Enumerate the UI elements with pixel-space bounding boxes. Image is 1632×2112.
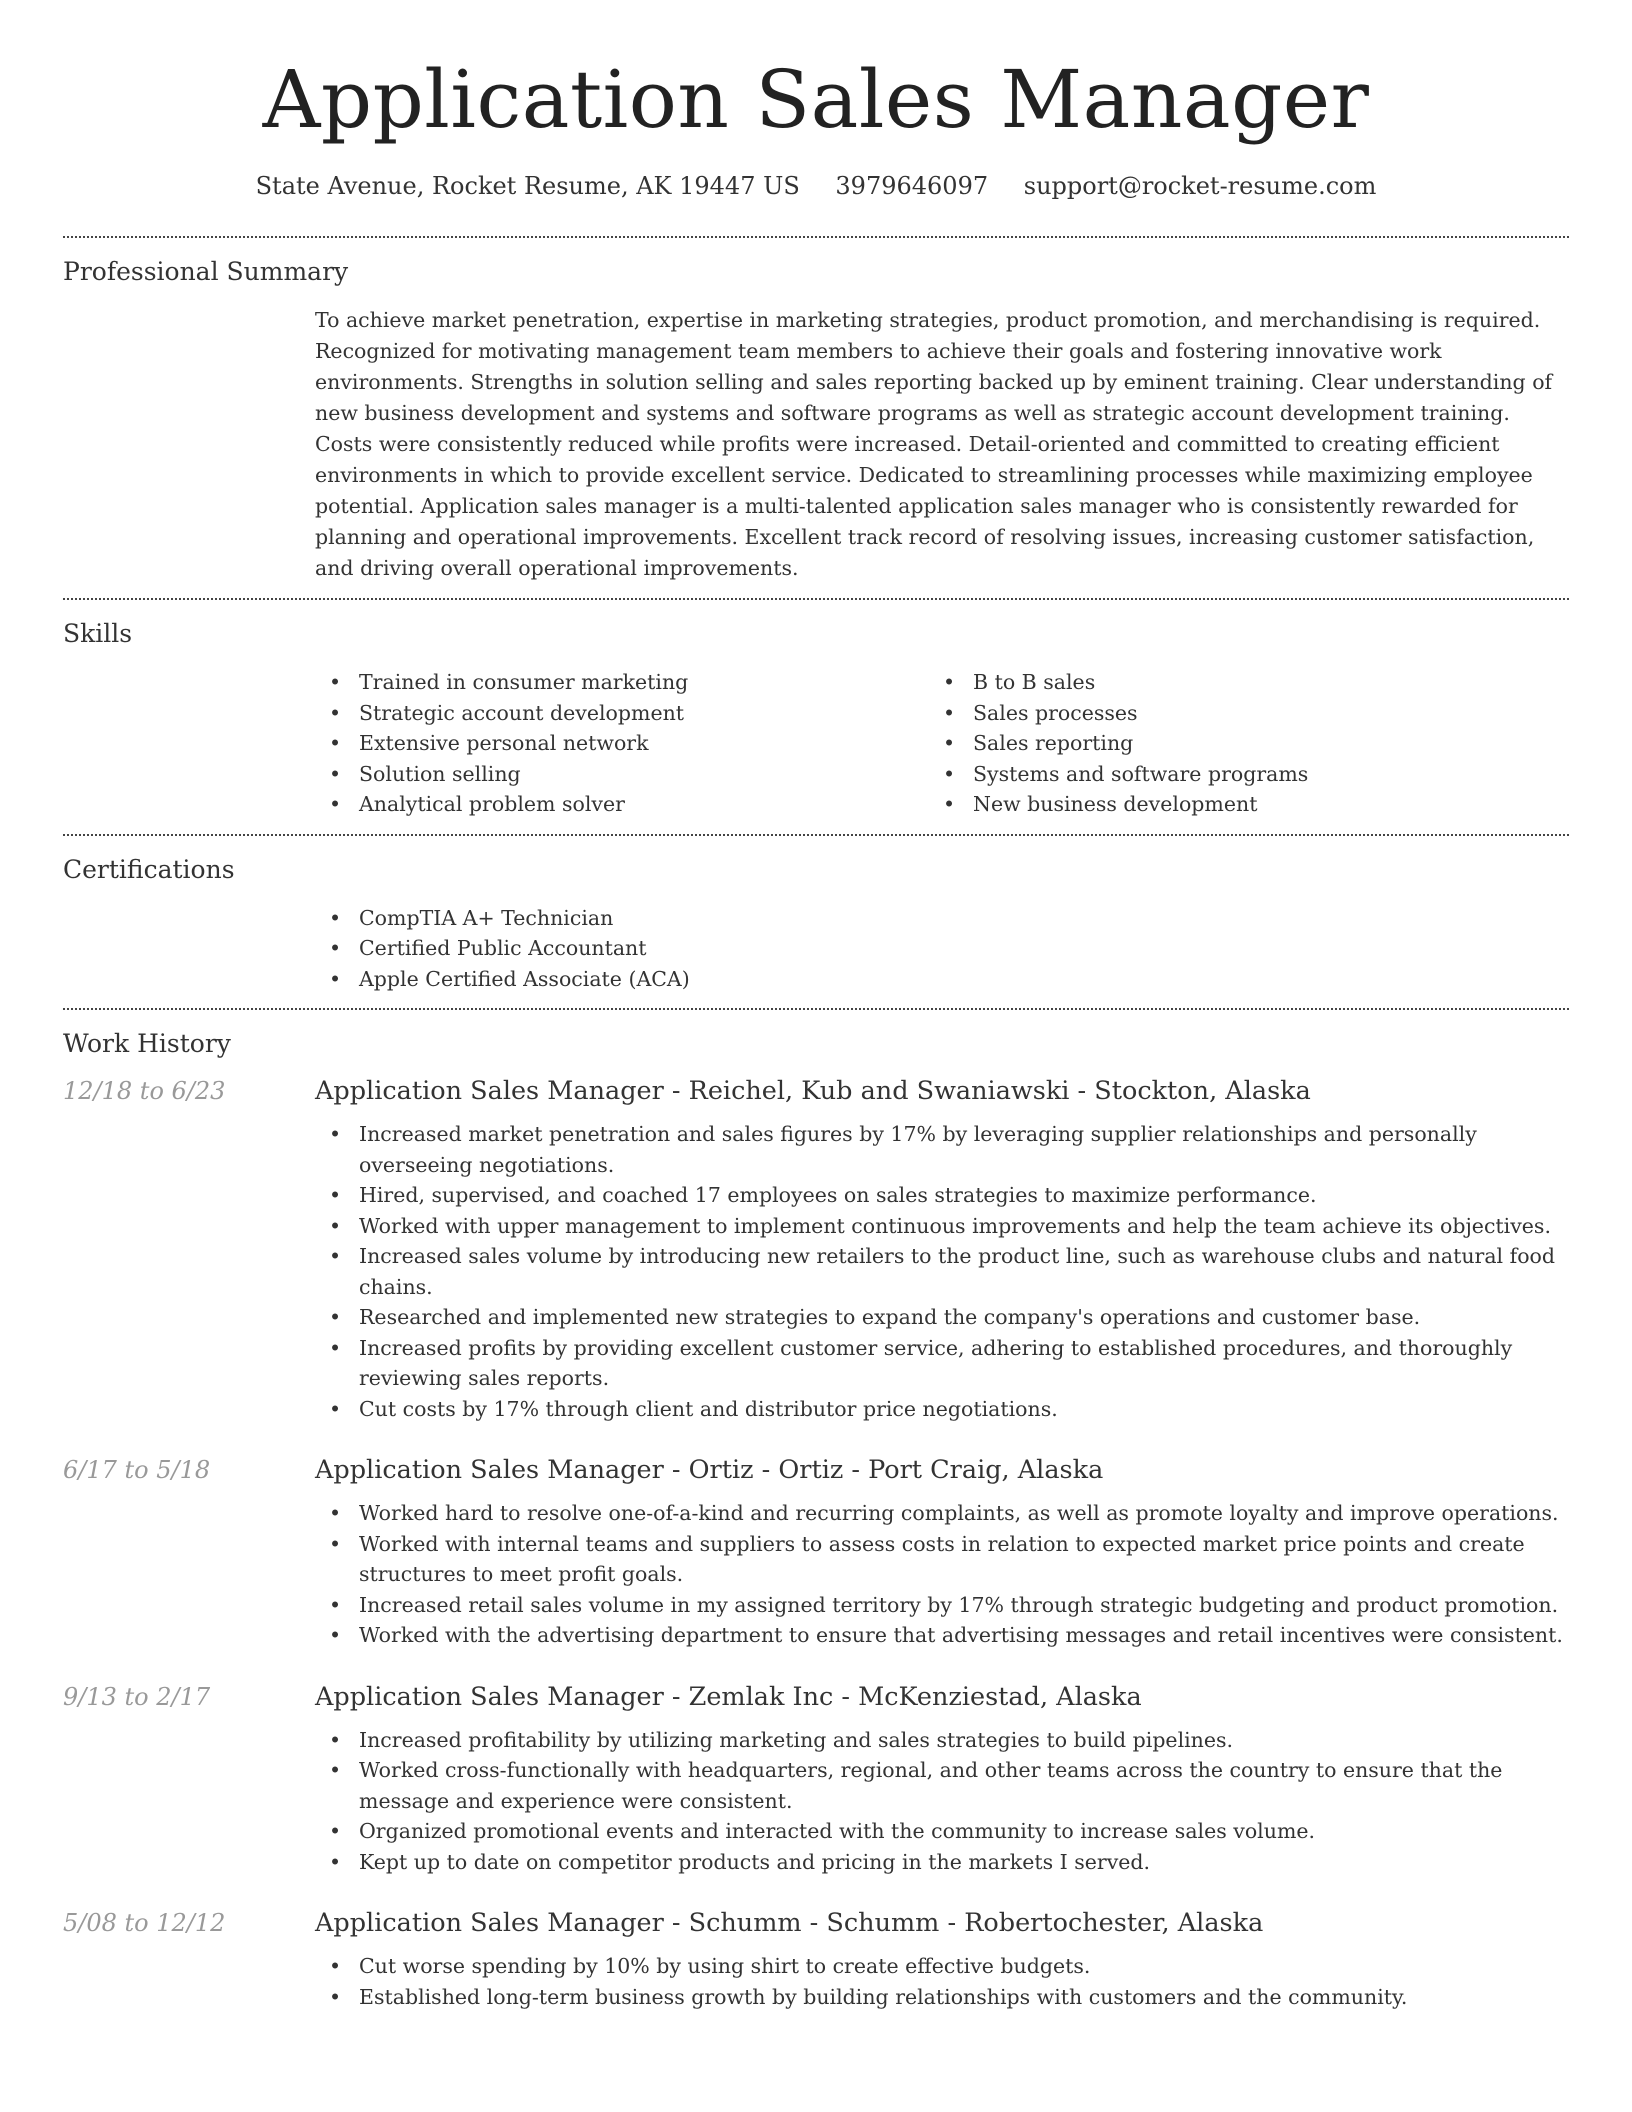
job-dates: 12/18 to 6/23: [63, 1077, 226, 1105]
work-history-section: [63, 1010, 1569, 2026]
skill-item: • Sales reporting: [929, 728, 1543, 759]
job-bullet: • Cut costs by 17% through client and distributor price negotiations.: [315, 1394, 1569, 1425]
skill-item: • Analytical problem solver: [315, 789, 929, 820]
skill-item: • Solution selling: [315, 759, 929, 790]
job-bullet: • Increased sales volume by introducing new retailers to the product line, such as warehouse clubs and natural food chains.: [315, 1241, 1569, 1302]
job-title: Application Sales Manager - Ortiz - Ortiz - Port Craig, Alaska: [315, 1455, 1104, 1485]
skill-item: • Extensive personal network: [315, 728, 929, 759]
job-entry: [63, 1903, 1569, 2012]
skill-item: • Systems and software programs: [929, 759, 1543, 790]
certification-item: • CompTIA A+ Technician: [315, 903, 1569, 934]
skills-list-left: [315, 667, 929, 820]
summary-section: [63, 238, 1569, 598]
skills-title: Skills: [63, 619, 133, 648]
certifications-list: [315, 903, 1569, 995]
summary-text: To achieve market penetration, expertise in marketing strategies, product promotion, and merchandising is required. Recognized for motivating management team members to achieve their goals and fostering innovative work environments. Strengths in solution selling and sales reporting backed up by eminent training. Clear understanding of new business development and systems and software programs as well as strategic account development training. Costs were consistently reduced while profits were increased. Detail-oriented and committed to creating efficient environments in which to provide excellent service. Dedicated to streamlining processes while maximizing employee potential. Application sales manager is a multi-talented application sales manager who is consistently rewarded for planning and operational improvements. Excellent track record of resolving issues, increasing customer satisfaction, and driving overall operational improvements.: [315, 308, 1553, 580]
contact-line: [63, 172, 1569, 200]
job-bullet: • Worked hard to resolve one-of-a-kind and recurring complaints, as well as promote loyalty and improve operations.: [315, 1498, 1569, 1529]
job-bullet: • Cut worse spending by 10% by using shirt to create effective budgets.: [315, 1951, 1569, 1982]
skill-item: • Trained in consumer marketing: [315, 667, 929, 698]
job-bullet: • Increased market penetration and sales figures by 17% by leveraging supplier relationships and personally overseeing negotiations.: [315, 1119, 1569, 1180]
skill-item: • Strategic account development: [315, 698, 929, 729]
job-bullet: • Organized promotional events and interacted with the community to increase sales volume.: [315, 1816, 1569, 1847]
skill-item: • New business development: [929, 789, 1543, 820]
candidate-name: Application Sales Manager: [262, 53, 1370, 146]
job-bullets: [315, 1119, 1569, 1424]
job-bullet: • Researched and implemented new strategies to expand the company's operations and customer base.: [315, 1302, 1569, 1333]
job-bullet: • Increased profits by providing excellent customer service, adhering to established procedures, and thoroughly reviewing sales reports.: [315, 1333, 1569, 1394]
job-entry: [63, 1071, 1569, 1424]
job-dates: 9/13 to 2/17: [63, 1682, 211, 1711]
job-entry: [63, 1677, 1569, 1878]
job-bullets: [315, 1951, 1569, 2012]
job-title: Application Sales Manager - Zemlak Inc - McKenziestad, Alaska: [315, 1681, 1142, 1712]
certifications-title: Certifications: [63, 854, 235, 884]
skills-section: [63, 600, 1569, 834]
job-bullet: • Established long-term business growth by building relationships with customers and the community.: [315, 1982, 1569, 2013]
job-dates: 5/08 to 12/12: [63, 1909, 226, 1937]
job-bullet: • Increased profitability by utilizing marketing and sales strategies to build pipelines.: [315, 1725, 1569, 1756]
certifications-section: [63, 836, 1569, 1009]
job-bullet: • Kept up to date on competitor products and pricing in the markets I served.: [315, 1847, 1569, 1878]
job-bullets: [315, 1725, 1569, 1878]
job-bullet: • Hired, supervised, and coached 17 employees on sales strategies to maximize performance.: [315, 1180, 1569, 1211]
contact-phone: 3979646097: [835, 172, 989, 200]
job-bullet: • Worked with the advertising department to ensure that advertising messages and retail incentives were consistent.: [315, 1620, 1569, 1651]
skill-item: • Sales processes: [929, 698, 1543, 729]
job-title: Application Sales Manager - Reichel, Kub and Swaniawski - Stockton, Alaska: [315, 1076, 1311, 1106]
contact-address: State Avenue, Rocket Resume, AK 19447 US: [255, 172, 800, 200]
certification-item: • Certified Public Accountant: [315, 933, 1569, 964]
job-title: Application Sales Manager - Schumm - Schumm - Robertochester, Alaska: [315, 1908, 1264, 1938]
resume-header: [63, 0, 1569, 200]
job-bullet: • Increased retail sales volume in my assigned territory by 17% through strategic budgeting and product promotion.: [315, 1590, 1569, 1621]
job-dates: 6/17 to 5/18: [63, 1456, 211, 1484]
job-bullets: [315, 1498, 1569, 1651]
skill-item: • B to B sales: [929, 667, 1543, 698]
summary-title: Professional Summary: [63, 257, 349, 286]
certification-item: • Apple Certified Associate (ACA): [315, 964, 1569, 995]
skills-list-right: [929, 667, 1543, 820]
work-history-title: Work History: [63, 1029, 231, 1058]
job-bullet: • Worked with internal teams and suppliers to assess costs in relation to expected market price points and create structures to meet profit goals.: [315, 1529, 1569, 1590]
job-bullet: • Worked with upper management to implement continuous improvements and help the team achieve its objectives.: [315, 1211, 1569, 1242]
job-entry: [63, 1450, 1569, 1651]
contact-email: support@rocket-resume.com: [1023, 172, 1377, 200]
job-bullet: • Worked cross-functionally with headquarters, regional, and other teams across the country to ensure that the message and experience were consistent.: [315, 1755, 1569, 1816]
